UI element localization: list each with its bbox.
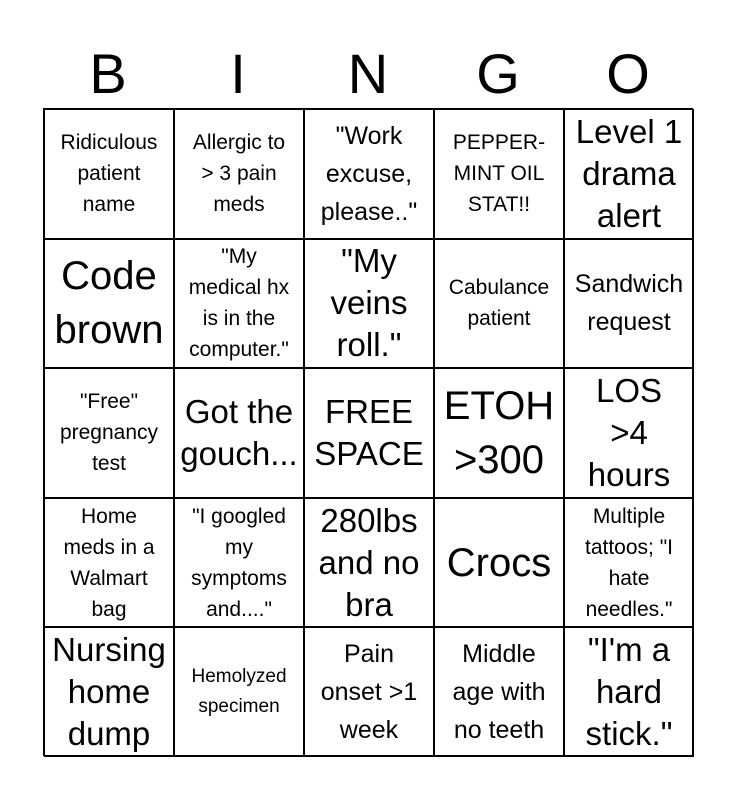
bingo-cell-g5[interactable]: Middle age with no teeth: [434, 627, 564, 757]
bingo-cell-i1[interactable]: Allergic to > 3 pain meds: [174, 109, 304, 239]
bingo-cell-b1[interactable]: Ridiculous patient name: [44, 109, 174, 239]
bingo-cell-g1[interactable]: PEPPER- MINT OIL STAT!!: [434, 109, 564, 239]
bingo-cell-g3[interactable]: ETOH >300: [434, 368, 564, 498]
bingo-cell-b5[interactable]: Nursing home dump: [44, 627, 174, 757]
bingo-cell-o2[interactable]: Sandwich request: [564, 239, 694, 369]
bingo-cell-b2[interactable]: Code brown: [44, 239, 174, 369]
bingo-cell-b3[interactable]: "Free" pregnancy test: [44, 368, 174, 498]
bingo-cell-n4[interactable]: 280lbs and no bra: [304, 498, 434, 628]
bingo-cell-n5[interactable]: Pain onset >1 week: [304, 627, 434, 757]
bingo-cell-o1[interactable]: Level 1 drama alert: [564, 109, 694, 239]
header-letter-g: G: [476, 42, 520, 105]
bingo-cell-o4[interactable]: Multiple tattoos; "I hate needles.": [564, 498, 694, 628]
bingo-cell-o3[interactable]: LOS >4 hours: [564, 368, 694, 498]
bingo-cell-i4[interactable]: "I googled my symptoms and....": [174, 498, 304, 628]
bingo-cell-n2[interactable]: "My veins roll.": [304, 239, 434, 369]
bingo-cell-n1[interactable]: "Work excuse, please..": [304, 109, 434, 239]
bingo-cell-i3[interactable]: Got the gouch...: [174, 368, 304, 498]
bingo-cell-i5[interactable]: Hemolyzed specimen: [174, 627, 304, 757]
header-letter-o: O: [606, 42, 650, 105]
bingo-cell-b4[interactable]: Home meds in a Walmart bag: [44, 498, 174, 628]
bingo-cell-free-space[interactable]: FREE SPACE: [304, 368, 434, 498]
header-letter-b: B: [89, 42, 127, 105]
bingo-cell-o5[interactable]: "I'm a hard stick.": [564, 627, 694, 757]
bingo-cell-g2[interactable]: Cabulance patient: [434, 239, 564, 369]
bingo-cell-i2[interactable]: "My medical hx is in the computer.": [174, 239, 304, 369]
bingo-cell-g4[interactable]: Crocs: [434, 498, 564, 628]
bingo-card: [43, 108, 693, 756]
header-letter-n: N: [347, 42, 389, 105]
header-letter-i: I: [230, 42, 246, 105]
bingo-header: [43, 40, 693, 108]
